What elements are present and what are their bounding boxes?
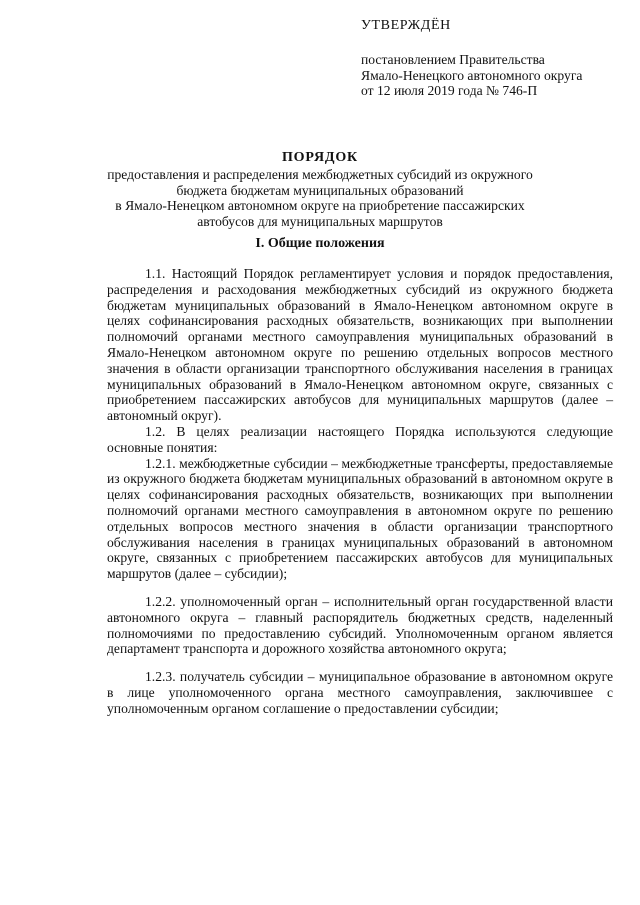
title-line: предоставления и распределения межбюджетных субсидий из окружного bbox=[107, 166, 533, 182]
paragraph-1-2-2: 1.2.2. уполномоченный орган – исполнительный орган государственной власти автономного округа – главный распорядитель бюджетных средств, наделенный полномочиями по предоставлению субсидий. Уполномоченным органом является департамент транспорта и дорожного хозяйства автономного округа; bbox=[107, 593, 613, 657]
paragraph-1-1: 1.1. Настоящий Порядок регламентирует условия и порядок предоставления, распределения и расходования межбюджетных субсидий из окружного бюджета бюджетам муниципальных образований в Ямало-Ненецком автономном округе в целях софинансирования расходных обязательств, возникающих при выполнении полномочий органами местного самоуправления муниципальных образований в Ямало-Ненецком автономном округе по решению отдельных вопросов местного значения в области организации транспортного обслуживания населения в границах муниципальных образований в Ямало-Ненецком автономном округе, связанных с приобретением пассажирских автобусов для муниципальных маршрутов (далее – автономный округ). bbox=[107, 266, 613, 424]
approval-line: постановлением Правительства bbox=[361, 51, 545, 67]
document-title bbox=[100, 150, 540, 230]
title-line: в Ямало-Ненецком автономном округе на приобретение пассажирских bbox=[115, 198, 525, 214]
approval-line: от 12 июля 2019 года № 746-П bbox=[361, 83, 538, 99]
title-main: ПОРЯДОК bbox=[281, 150, 359, 165]
section-heading: I. Общие положения bbox=[255, 236, 385, 251]
approval-line: Ямало-Ненецкого автономного округа bbox=[361, 67, 583, 83]
title-line: автобусов для муниципальных маршрутов bbox=[197, 214, 443, 230]
title-line: бюджета бюджетам муниципальных образований bbox=[176, 182, 464, 198]
paragraph-1-2-1: 1.2.1. межбюджетные субсидии – межбюджетные трансферты, предоставляемые из окружного бюджета бюджетам муниципальных образований в автономном округе в целях софинансирования расходных обязательств, возникающих при выполнении полномочий органами местного самоуправления в автономном округе по решению отдельных вопросов местного значения в области организации транспортного обслуживания населения в границах муниципальных образований в автономном округе, связанных с приобретением пассажирских автобусов для муниципальных маршрутов (далее – субсидии); bbox=[107, 455, 613, 582]
approval-stamp bbox=[361, 18, 621, 99]
paragraph-1-2-3: 1.2.3. получатель субсидии – муниципальное образование в автономном округе в лице уполномоченного органа местного самоуправления, заключившее с уполномоченным органом соглашение о предоставлении субсидии; bbox=[107, 669, 613, 716]
paragraph-1-2: 1.2. В целях реализации настоящего Порядка используются следующие основные понятия: bbox=[107, 423, 613, 455]
document-body bbox=[107, 266, 613, 717]
approval-heading: УТВЕРЖДЁН bbox=[361, 18, 451, 33]
